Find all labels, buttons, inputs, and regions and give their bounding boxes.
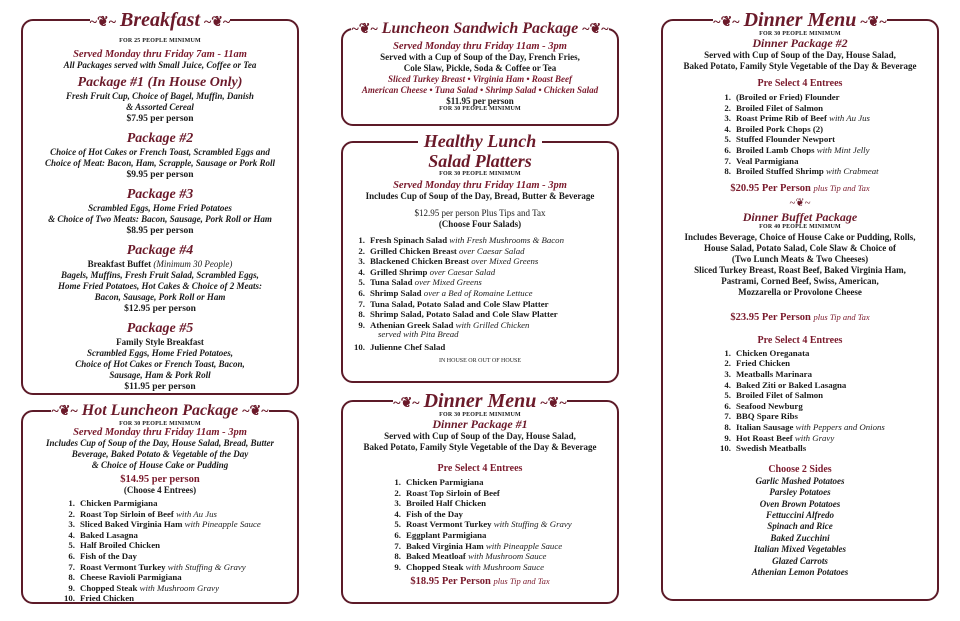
list-item: 10. Swedish Meatballs [720, 443, 807, 454]
package-5-line: Choice of Hot Cakes or French Toast, Bacon, [75, 359, 245, 369]
package-1-line: Fresh Fruit Cup, Choice of Bagel, Muffin, Danish [66, 91, 254, 101]
package-4-title: Package #4 [126, 243, 194, 258]
healthy-price: $12.95 per person Plus Tips and Tax [414, 208, 546, 218]
list-item: 9. Chopped Steak with Mushroom Gravy [68, 582, 219, 593]
list-item: 4. Broiled Pork Chops (2) [724, 123, 824, 134]
package-4-line: Bacon, Sausage, Pork Roll or Ham [94, 292, 226, 302]
list-item: 1. Chicken Oreganata [724, 347, 810, 358]
buffet-list [715, 348, 937, 454]
side-item: Athenian Lemon Potatoes [751, 566, 849, 577]
buffet-line: Includes Beverage, Choice of House Cake or Pudding, Rolls, [684, 231, 916, 242]
list-item: 10. Fried Chicken [64, 593, 135, 604]
package-3-line: & Choice of Two Meats: Bacon, Sausage, Pork Roll or Ham [48, 214, 272, 224]
hot-luncheon-line: Beverage, Baked Potato & Vegetable of the Day [71, 449, 249, 459]
healthy-includes: Includes Cup of Soup of the Day, Bread, Butter & Beverage [365, 191, 595, 201]
buffet-line: House Salad, Potato Salad, Cole Slaw & Choice of [703, 242, 896, 253]
hot-luncheon-choose: (Choose 4 Entrees) [123, 485, 197, 495]
list-item: 9. Athenian Greek Salad with Grilled Chicken [358, 319, 530, 330]
breakfast-minimum: FOR 25 PEOPLE MINIMUM [119, 38, 201, 44]
list-item: 6. Seafood Newburg [724, 400, 803, 411]
dinner-1-line: Baked Potato, Family Style Vegetable of the Day & Beverage [363, 442, 597, 452]
buffet-title: Dinner Buffet Package [742, 209, 858, 224]
list-item: 2. Roast Top Sirloin of Beef [394, 487, 500, 498]
dinner-1-title: Dinner Menu [420, 390, 541, 412]
sandwich-title: Luncheon Sandwich Package [378, 20, 582, 37]
package-4-price: $12.95 per person [124, 304, 196, 314]
list-item: 6. Shrimp Salad over a Bed of Romaine Lettuce [358, 287, 533, 298]
breakfast-panel [21, 9, 299, 395]
sandwich-line: Served with a Cup of Soup of the Day, French Fries, [380, 52, 580, 62]
dinner-2-price: $20.95 Per Person plus Tip and Tax [730, 182, 870, 194]
package-3-price: $8.95 per person [126, 226, 194, 236]
hot-luncheon-title: Hot Luncheon Package [78, 402, 242, 419]
list-item: 3. Broiled Half Chicken [394, 498, 486, 509]
list-item: 10. Julienne Chef Salad [354, 342, 446, 353]
side-item: Parsley Potatoes [769, 487, 831, 498]
sandwich-panel [341, 20, 619, 126]
list-item: 6. Eggplant Parmigiana [394, 529, 487, 540]
package-1-title: Package #1 (In House Only) [77, 75, 243, 90]
sandwich-meats: Sliced Turkey Breast • Virginia Ham • Roast Beef [388, 74, 572, 84]
list-item: 2. Roast Top Sirloin of Beef with Au Jus [68, 508, 217, 519]
list-item: 1. Chicken Parmigiana [394, 477, 484, 487]
healthy-minimum: FOR 30 PEOPLE MINIMUM [439, 171, 521, 177]
hot-luncheon-line: Includes Cup of Soup of the Day, House Salad, Bread, Butter [46, 438, 274, 448]
list-item: 8. Cheese Ravioli Parmigiana [68, 572, 182, 583]
ornament-right: ~❦~ [540, 396, 567, 411]
ornament-right: ~❦~ [242, 404, 269, 419]
ornament-right: ~❦~ [204, 15, 231, 30]
side-item: Glazed Carrots [772, 555, 828, 566]
dinner-2-preselect: Pre Select 4 Entrees [757, 78, 843, 89]
list-item: 8. Italian Sausage with Peppers and Onions [724, 421, 885, 432]
dinner-2-minimum: FOR 30 PEOPLE MINIMUM [759, 31, 841, 37]
package-2-line: Choice of Meat: Bacon, Ham, Scrapple, Sausage or Pork Roll [44, 158, 275, 168]
sandwich-served: Served Monday thru Friday 11am - 3pm [393, 41, 567, 52]
side-item: Spinach and Rice [767, 521, 833, 532]
sides-title: Choose 2 Sides [768, 463, 832, 475]
buffet-line: (Two Lunch Meats & Two Cheeses) [731, 253, 869, 264]
sandwich-salads: American Cheese • Tuna Salad • Shrimp Salad • Chicken Salad [361, 85, 599, 95]
dinner-2-title: Dinner Menu [740, 9, 861, 31]
side-item: Oven Brown Potatoes [759, 498, 841, 509]
list-item: 8. Baked Meatloaf with Mushroom Sauce [394, 551, 547, 562]
sandwich-minimum: FOR 30 PEOPLE MINIMUM [439, 106, 521, 112]
package-3-title: Package #3 [126, 187, 194, 202]
sandwich-price: $11.95 per person [446, 96, 514, 106]
healthy-served: Served Monday thru Friday 11am - 3pm [393, 180, 567, 191]
list-item: 7. Roast Vermont Turkey with Stuffing & Gravy [68, 561, 246, 572]
hot-luncheon-panel [21, 402, 299, 604]
list-item: 5. Half Broiled Chicken [68, 540, 160, 551]
package-1-price: $7.95 per person [126, 114, 194, 124]
package-4-subtitle: Breakfast Buffet (Minimum 30 People) [87, 259, 233, 269]
dinner-2-package: Dinner Package #2 [752, 36, 848, 50]
hot-luncheon-served: Served Monday thru Friday 11am - 3pm [73, 427, 247, 438]
buffet-preselect: Pre Select 4 Entrees [757, 334, 843, 346]
list-item: 2. Fried Chicken [724, 358, 791, 369]
divider-ornament-icon: ~❦~ [789, 196, 811, 209]
list-item: 4. Baked Ziti or Baked Lasagna [724, 379, 847, 390]
dinner-2-line: Baked Potato, Family Style Vegetable of the Day & Beverage [683, 61, 917, 71]
list-item: 1. Chicken Parmigiana [68, 498, 158, 508]
list-item: 5. Roast Vermont Turkey with Stuffing & Gravy [394, 519, 572, 530]
hot-luncheon-price: $14.95 per person [120, 474, 200, 485]
ornament-left: ~❦~ [351, 22, 378, 37]
dinner-1-list [385, 477, 617, 572]
buffet-line: Pastrami, Corned Beef, Swiss, American, [721, 275, 879, 286]
side-item: Italian Mixed Vegetables [754, 544, 846, 555]
healthy-lunch-panel [341, 131, 619, 383]
buffet-price: $23.95 Per Person plus Tip and Tax [730, 311, 870, 323]
ornament-left: ~❦~ [713, 15, 740, 30]
package-3-line: Scrambled Eggs, Home Fried Potatoes [88, 203, 232, 213]
list-item: 8. Shrimp Salad, Potato Salad and Cole Slaw Platter [358, 309, 558, 320]
list-item: 4. Grilled Shrimp over Caesar Salad [358, 266, 496, 277]
list-item: 1. Fresh Spinach Salad with Fresh Mushrooms & Bacon [358, 235, 564, 245]
list-item: 7. BBQ Spare Ribs [724, 411, 798, 422]
list-item: 1. (Broiled or Fried) Flounder [724, 92, 840, 102]
hot-luncheon-list [59, 498, 297, 604]
healthy-title-line2: Salad Platters [428, 151, 532, 171]
list-item: 6. Fish of the Day [68, 550, 137, 561]
ornament-left: ~❦~ [393, 396, 420, 411]
buffet-line: Mozzarella or Provolone Cheese [738, 286, 862, 297]
list-item: 2. Grilled Chicken Breast over Caesar Salad [358, 245, 525, 256]
buffet-line: Sliced Turkey Breast, Roast Beef, Baked Virginia Ham, [694, 264, 906, 275]
breakfast-note: All Packages served with Small Juice, Coffee or Tea [63, 60, 257, 70]
ornament-right: ~❦~ [860, 15, 887, 30]
package-4-line: Home Fried Potatoes, Hot Cakes & Choice of 2 Meats: [58, 281, 262, 291]
package-5-price: $11.95 per person [124, 382, 196, 392]
package-4-line: Bagels, Muffins, Fresh Fruit Salad, Scrambled Eggs, [61, 270, 259, 280]
package-5-line: Sausage, Ham & Pork Roll [109, 370, 211, 380]
list-item: 7. Tuna Salad, Potato Salad and Cole Slaw Platter [358, 298, 549, 309]
buffet-minimum: FOR 40 PEOPLE MINIMUM [759, 223, 841, 230]
list-item: 3. Roast Prime Rib of Beef with Au Jus [724, 113, 870, 124]
list-item: 2. Broiled Filet of Salmon [724, 102, 824, 113]
healthy-list [349, 235, 617, 353]
list-item-subline: served with Pita Bread [378, 329, 459, 340]
package-5-title: Package #5 [126, 321, 194, 336]
dinner-1-minimum: FOR 30 PEOPLE MINIMUM [439, 412, 521, 418]
ornament-right: ~❦~ [582, 22, 609, 37]
list-item: 5. Tuna Salad over Mixed Greens [358, 277, 482, 288]
list-item: 9. Hot Roast Beef with Gravy [724, 432, 835, 443]
healthy-title-line1: Healthy Lunch [418, 131, 543, 151]
healthy-footer: IN HOUSE OR OUT OF HOUSE [438, 357, 522, 364]
side-item: Garlic Mashed Potatoes [755, 475, 845, 486]
breakfast-title: Breakfast [116, 9, 204, 31]
list-item: 3. Blackened Chicken Breast over Mixed Greens [358, 256, 539, 267]
list-item: 4. Fish of the Day [394, 508, 463, 519]
hot-luncheon-line: & Choice of House Cake or Pudding [91, 460, 229, 470]
list-item: 8. Broiled Stuffed Shrimp with Crabmeat [724, 166, 879, 177]
package-5-subtitle: Family Style Breakfast [116, 337, 204, 347]
list-item: 3. Meatballs Marinara [724, 368, 812, 379]
list-item: 7. Veal Parmigiana [724, 155, 799, 166]
list-item: 6. Broiled Lamb Chops with Mint Jelly [724, 144, 870, 155]
package-2-line: Choice of Hot Cakes or French Toast, Scrambled Eggs and [50, 147, 270, 157]
list-item: 4. Baked Lasagna [68, 529, 138, 540]
dinner-1-preselect: Pre Select 4 Entrees [437, 463, 523, 474]
healthy-choose: (Choose Four Salads) [438, 219, 522, 229]
package-5-line: Scrambled Eggs, Home Fried Potatoes, [87, 348, 233, 358]
package-2-title: Package #2 [126, 131, 194, 146]
ornament-left: ~❦~ [89, 15, 116, 30]
side-item: Baked Zucchini [770, 532, 830, 543]
list-item: 7. Baked Virginia Ham with Pineapple Sauce [394, 540, 563, 551]
dinner-1-package: Dinner Package #1 [432, 417, 528, 431]
package-1-line: & Assorted Cereal [126, 102, 194, 112]
list-item: 5. Broiled Filet of Salmon [724, 390, 824, 401]
side-item: Fettuccini Alfredo [766, 509, 834, 520]
list-item: 3. Sliced Baked Virginia Ham with Pineapple Sauce [68, 519, 261, 530]
breakfast-served: Served Monday thru Friday 7am - 11am [73, 49, 247, 60]
dinner-2-line: Served with Cup of Soup of the Day, House Salad, [704, 50, 896, 60]
dinner-1-line: Served with Cup of Soup of the Day, House Salad, [384, 431, 576, 441]
sandwich-line: Cole Slaw, Pickle, Soda & Coffee or Tea [403, 63, 557, 73]
list-item: 9. Chopped Steak with Mushroom Sauce [394, 561, 545, 572]
package-2-price: $9.95 per person [126, 170, 194, 180]
dinner-1-panel [341, 390, 619, 604]
hot-luncheon-minimum: FOR 30 PEOPLE MINIMUM [119, 421, 201, 427]
dinner-1-price: $18.95 Per Person plus Tip and Tax [410, 576, 550, 588]
list-item: 5. Stuffed Flounder Newport [724, 134, 836, 145]
ornament-left: ~❦~ [51, 404, 78, 419]
sides-list [663, 476, 937, 579]
dinner-2-list [715, 92, 937, 177]
dinner-2-panel [661, 9, 939, 601]
